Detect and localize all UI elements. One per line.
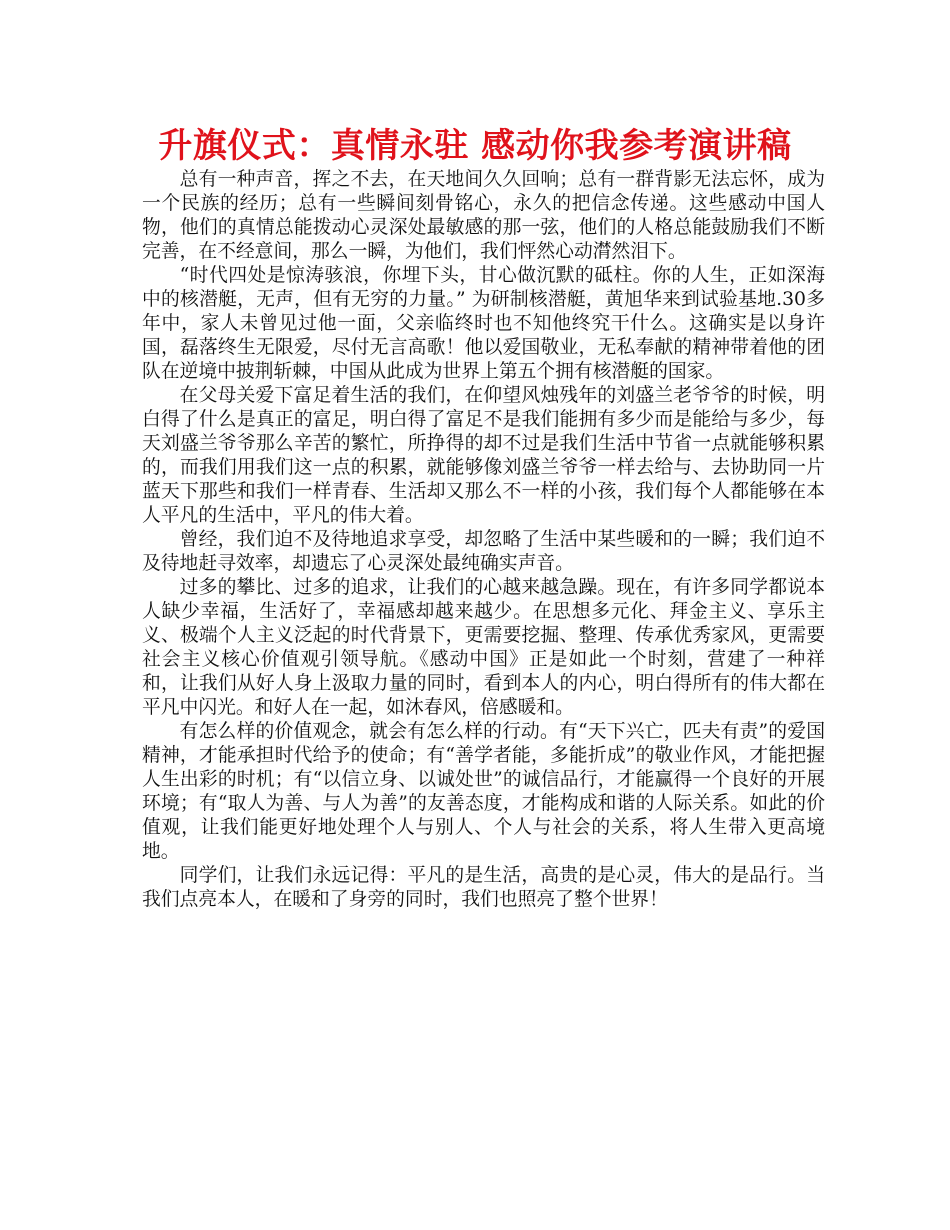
paragraph-3: 在父母关爱下富足着生活的我们，在仰望风烛残年的刘盛兰老爷爷的时候，明白得了什么是真正的富足，明白得了富足不是我们能拥有多少而是能给与多少，每天刘盛兰爷爷那么辛苦的繁忙，所挣得的却不过是我们生活中节省一点就能够积累的，而我们用我们这一点的积累，就能够像刘盛兰爷爷一样去给与、去协助同一片蓝天下那些和我们一样青春、生活却又那么不一样的小孩，我们每个人都能够在本人平凡的生活中，平凡的伟大着。	[142, 385, 825, 526]
paragraph-1: 总有一种声音，挥之不去，在天地间久久回响；总有一群背影无法忘怀，成为一个民族的经历；总有一些瞬间刻骨铭心，永久的把信念传递。这些感动中国人物，他们的真情总能拨动心灵深处最敏感的那一弦，他们的人格总能鼓励我们不断完善，在不经意间，那么一瞬，为他们，我们怦然心动潸然泪下。	[142, 169, 825, 262]
paragraph-4: 曾经，我们迫不及待地追求享受，却忽略了生活中某些暖和的一瞬；我们迫不及待地赶寻效率，却遗忘了心灵深处最纯确实声音。	[142, 529, 825, 574]
document-body	[142, 168, 825, 912]
document-title: 升旗仪式：真情永驻 感动你我参考演讲稿	[158, 126, 792, 166]
paragraph-6: 有怎么样的价值观念，就会有怎么样的行动。有“天下兴亡，匹夫有责”的爱国精神，才能承担时代给予的使命；有“善学者能，多能折成”的敬业作风，才能把握人生出彩的时机；有“以信立身、以诚处世”的诚信品行，才能赢得一个良好的开展环境；有“取人为善、与人为善”的友善态度，才能构成和谐的人际关系。如此的价值观，让我们能更好地处理个人与别人、个人与社会的关系，将人生带入更高境地。	[142, 721, 825, 862]
paragraph-2: “时代四处是惊涛骇浪，你埋下头，甘心做沉默的砥柱。你的人生，正如深海中的核潜艇，无声，但有无穷的力量。” 为研制核潜艇，黄旭华来到试验基地.30多年中，家人未曾见过他一面，父亲临终时也不知他终究干什么。这确实是以身许国，磊落终生无限爱，尽付无言高歌！他以爱国敬业，无私奉献的精神带着他的团队在逆境中披荆斩棘，中国从此成为世界上第五个拥有核潜艇的国家。	[142, 265, 825, 382]
paragraph-5: 过多的攀比、过多的追求，让我们的心越来越急躁。现在，有许多同学都说本人缺少幸福，生活好了，幸福感却越来越少。在思想多元化、拜金主义、享乐主义、极端个人主义泛起的时代背景下，更需要挖掘、整理、传承优秀家风，更需要社会主义核心价值观引领导航。《感动中国》正是如此一个时刻，营建了一种祥和，让我们从好人身上汲取力量的同时，看到本人的内心，明白得所有的伟大都在平凡中闪光。和好人在一起，如沐春风，倍感暖和。	[142, 577, 825, 718]
paragraph-7: 同学们，让我们永远记得：平凡的是生活，高贵的是心灵，伟大的是品行。当我们点亮本人，在暖和了身旁的同时，我们也照亮了整个世界！	[142, 865, 825, 910]
